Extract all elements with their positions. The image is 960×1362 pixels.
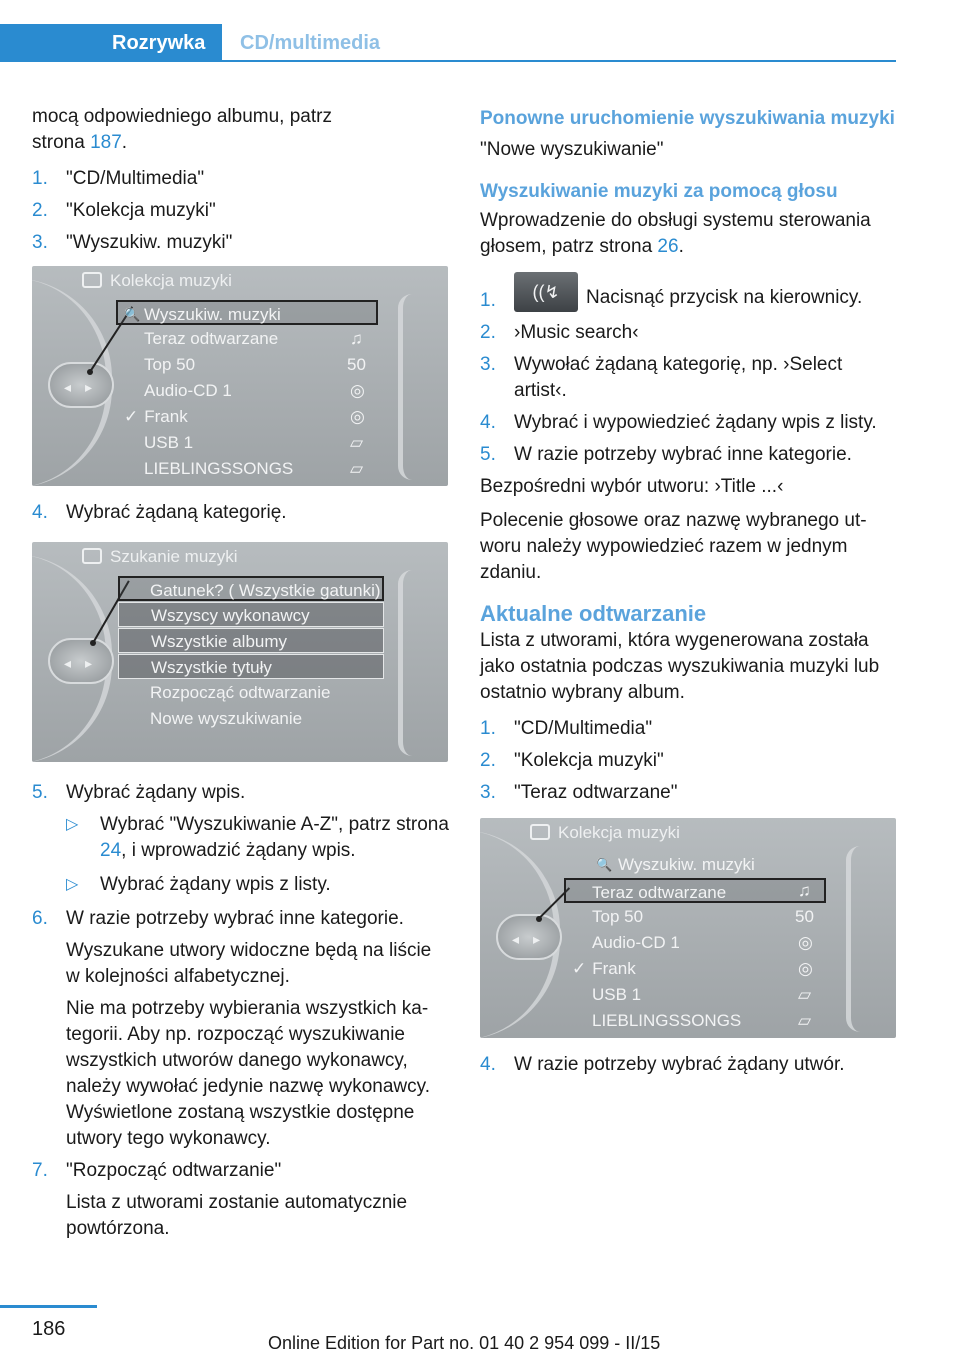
step-text: Wywołać żądaną kategorię, np. ›Select artist‹. [514, 354, 843, 401]
bullet-triangle-icon: ▷ [66, 876, 79, 893]
header-section-tab: Rozrywka [0, 24, 222, 62]
music-search-icon [82, 548, 102, 564]
menu-item-albums: Wszystkie albumy [118, 628, 384, 653]
step-number: 4. [480, 1054, 496, 1075]
step-paragraph: Lista z utworami zostanie automatycznie powtórzona. [66, 1192, 408, 1239]
voice-button-icon: ((↯ [514, 272, 578, 312]
list-item [32, 230, 450, 256]
list-item [32, 500, 450, 526]
intro-line-2: strona [32, 132, 91, 153]
menu-item: Top 50 [592, 907, 644, 926]
step-text: Wybrać żądany wpis. [66, 782, 246, 803]
screenshot-now-playing [480, 818, 896, 1038]
steps-list-c [32, 780, 450, 1242]
menu-item: LIEBLINGSSONGS [592, 1011, 742, 1030]
screenshot-music-search [32, 542, 448, 762]
sub-text: Wybrać żądany wpis z listy. [100, 874, 331, 895]
page-number: 186 [32, 1318, 66, 1340]
step-number: 3. [480, 354, 496, 375]
step-text: W razie potrzeby wybrać inne kategorie. [514, 444, 852, 465]
steps-list-a [32, 166, 450, 256]
menu-item: Audio-CD 1 [144, 381, 232, 400]
display-arc-right [398, 570, 412, 756]
menu-item-label: Frank [144, 407, 188, 426]
current-playback-text: Lista z utworami, która wygenerowana została jako ostatnia podczas wyszukiwania muzyki lub ostatnio wybrany album. [480, 630, 880, 703]
screen-title: Kolekcja muzyki [558, 823, 680, 842]
cd-icon: ◎ [350, 407, 365, 426]
steps-list-b [32, 500, 450, 526]
step-number: 1. [480, 718, 496, 739]
search-icon: 🔍 [596, 857, 613, 872]
cd-icon: ◎ [798, 933, 813, 952]
intro-end: . [121, 132, 128, 153]
heading-restart-search: Ponowne uruchomienie wyszukiwania muzyki [480, 108, 895, 129]
screen-title: Szukanie muzyki [110, 547, 238, 566]
step-text: W razie potrzeby wybrać inne kategorie. [66, 908, 404, 929]
header-chapter-tab: CD/multimedia [240, 32, 381, 54]
step-number: 1. [32, 168, 48, 189]
menu-item [124, 404, 188, 429]
sub-list-item [66, 872, 450, 898]
cd-icon: ◎ [350, 381, 365, 400]
list-item [32, 780, 450, 898]
list-item [480, 780, 898, 806]
voice-intro-end: . [678, 236, 684, 257]
step-paragraph: Nie ma potrzeby wybierania wszystkich kategorii. Aby np. rozpocząć wyszukiwanie wszystkich utworów danego wykonawcy, należy wywołać jedynie nazwę wykonawcy. Wyświetlone zostaną wszystkie dostępne utwory tego wykonawcy. [66, 998, 430, 1149]
sub-list [66, 812, 450, 898]
direct-selection-text: Polecenie głosowe oraz nazwę wybranego utworu należy wypowiedzieć razem w jednym zdaniu. [480, 510, 867, 583]
step-number: 2. [480, 750, 496, 771]
menu-item: USB 1 [592, 985, 642, 1004]
cd-icon: ◎ [798, 959, 813, 978]
heading-current-playback: Aktualne odtwarzanie [480, 601, 707, 626]
sub-text-end: , i wprowadzić żądany wpis. [121, 840, 356, 861]
arrows-icon: ◂▸ [64, 379, 107, 395]
list-item [480, 716, 898, 742]
arrows-icon: ◂▸ [512, 931, 555, 947]
folder-icon: ▱ [350, 433, 364, 452]
menu-item: Top 50 [144, 355, 196, 374]
step-text: Nacisnąć przycisk na kierownicy. [586, 287, 863, 309]
step-number: 3. [480, 782, 496, 803]
step-text: "Wyszukiw. muzyki" [66, 232, 233, 253]
music-collection-icon [530, 824, 550, 840]
check-icon: ✓ [572, 959, 587, 978]
left-column [32, 104, 450, 1248]
sub-list-item [66, 812, 450, 864]
bullet-triangle-icon: ▷ [66, 816, 79, 833]
step-text: W razie potrzeby wybrać żądany utwór. [514, 1054, 845, 1075]
folder-icon: ▱ [350, 459, 364, 478]
top50-icon: 50 [795, 907, 814, 926]
top50-icon: 50 [347, 355, 366, 374]
step-text: "Kolekcja muzyki" [66, 200, 216, 221]
menu-item-artists: Wszyscy wykonawcy [118, 602, 384, 627]
display-arc-right [846, 846, 860, 1032]
menu-item-label: Frank [592, 959, 636, 978]
menu-item: Audio-CD 1 [592, 933, 680, 952]
list-item [32, 166, 450, 192]
intro-line-1: mocą odpowiedniego albumu, patrz [32, 106, 332, 127]
direct-selection: Bezpośredni wybór utworu: ›Title ...‹ [480, 476, 784, 497]
now-playing-icon: ♫ [798, 881, 811, 900]
voice-intro-text: Wprowadzenie do obsługi systemu sterowania głosem, patrz strona [480, 210, 871, 257]
step-number: 2. [480, 322, 496, 343]
step-text: "Kolekcja muzyki" [514, 750, 664, 771]
menu-item-titles: Wszystkie tytuły [118, 654, 384, 679]
step-number: 6. [32, 908, 48, 929]
page-header [0, 24, 896, 62]
page-link-24[interactable]: 24 [100, 840, 122, 861]
step-number: 1. [480, 290, 496, 311]
menu-item-search [116, 300, 378, 325]
step-number: 4. [32, 502, 48, 523]
music-collection-icon [82, 272, 102, 288]
check-icon: ✓ [124, 407, 139, 426]
page-link-187[interactable]: 187 [90, 132, 122, 153]
menu-item: USB 1 [144, 433, 194, 452]
menu-item-new-search: Nowe wyszukiwanie [150, 709, 303, 728]
step-text: "Rozpocząć odtwarzanie" [66, 1160, 282, 1181]
step-number: 7. [32, 1160, 48, 1181]
menu-item [572, 956, 636, 981]
step-number: 4. [480, 412, 496, 433]
step-number: 5. [32, 782, 48, 803]
step-text: Wybrać żądaną kategorię. [66, 502, 287, 523]
intro-paragraph [32, 104, 450, 156]
menu-item-label: Wyszukiw. muzyki [144, 305, 281, 324]
menu-item-genre: Gatunek? ( Wszystkie gatunki) [118, 576, 384, 601]
folder-icon: ▱ [798, 985, 812, 1004]
display-arc-right [398, 294, 412, 480]
sub-text: Wybrać "Wyszukiwanie A-Z", patrz strona [100, 814, 449, 835]
list-item [32, 906, 450, 1152]
list-item [32, 198, 450, 224]
list-item [32, 1158, 450, 1242]
menu-item-start-playback: Rozpocząć odtwarzanie [150, 683, 331, 702]
step-text: ›Music search‹ [514, 322, 639, 343]
step-paragraph: Wyszukane utwory widoczne będą na liście w kolejności alfabetycznej. [66, 940, 432, 987]
step-text: "Teraz odtwarzane" [514, 782, 678, 803]
page-link-26[interactable]: 26 [657, 236, 679, 257]
step-number: 3. [32, 232, 48, 253]
step-text: Wybrać i wypowiedzieć żądany wpis z listy. [514, 412, 877, 433]
menu-item-search [590, 852, 755, 877]
current-steps-2 [480, 1052, 898, 1078]
step-number: 2. [32, 200, 48, 221]
right-column [480, 104, 898, 1084]
heading-voice-search: Wyszukiwanie muzyki za pomocą głosu [480, 181, 838, 202]
list-item [480, 442, 898, 468]
menu-item-now-playing: Teraz odtwarzane [564, 878, 826, 903]
list-item [480, 278, 898, 318]
menu-item: Teraz odtwarzane [144, 329, 279, 348]
arrows-icon: ◂▸ [64, 655, 107, 671]
step-text: "CD/Multimedia" [514, 718, 653, 739]
menu-item: LIEBLINGSSONGS [144, 459, 294, 478]
folder-icon: ▱ [798, 1011, 812, 1030]
voice-steps [480, 278, 898, 468]
list-item [480, 320, 898, 346]
menu-item-label: Wyszukiw. muzyki [618, 855, 755, 874]
list-item [480, 352, 898, 404]
screen-title: Kolekcja muzyki [110, 271, 232, 290]
edition-text: Online Edition for Part no. 01 40 2 954 099 - II/15 [268, 1333, 661, 1353]
restart-text: "Nowe wyszukiwanie" [480, 139, 664, 160]
now-playing-icon: ♫ [350, 329, 363, 348]
list-item [480, 410, 898, 436]
search-icon: 🔍 [124, 307, 141, 322]
voice-intro [480, 208, 898, 260]
screenshot-music-collection [32, 266, 448, 486]
step-text: "CD/Multimedia" [66, 168, 205, 189]
list-item [480, 1052, 898, 1078]
step-number: 5. [480, 444, 496, 465]
current-steps [480, 716, 898, 806]
footer-rule [0, 1305, 97, 1308]
list-item [480, 748, 898, 774]
